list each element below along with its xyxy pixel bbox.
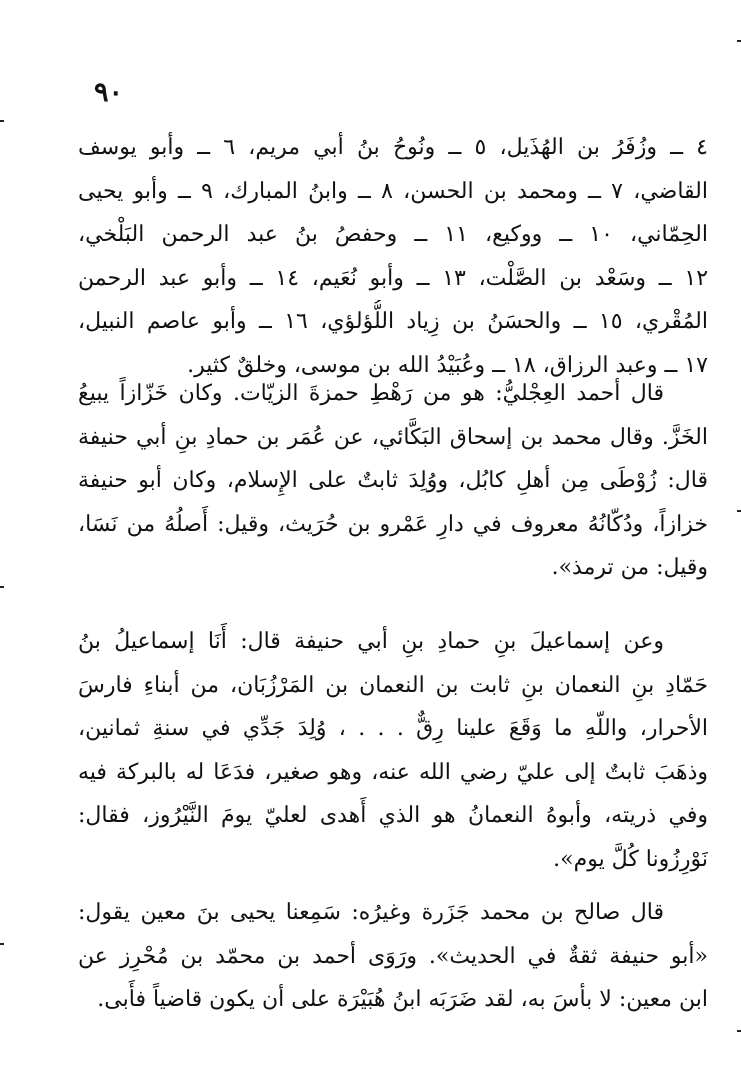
- text-line: نَوْرِزُونا كُلَّ يوم».: [553, 846, 708, 872]
- paragraph-salih-quote: [78, 891, 708, 1022]
- text-line: قال أحمد العِجْليُّ: هو من رَهْطِ حمزةَ الزيّات. وكان خَزّازاً يبيعُ: [78, 381, 664, 406]
- scan-edge-mark: [737, 510, 741, 512]
- text-line: ابن معين: لا بأسَ به، لقد ضَرَبَه ابنُ هُبَيْرَة على أن يكون قاضياً فأَبى.: [97, 987, 708, 1012]
- text-line: قال صالح بن محمد جَزَرة وغيرُه: سَمِعنا يحيى بنَ معين يقول:: [78, 900, 664, 925]
- scan-edge-mark: [0, 586, 4, 588]
- scan-edge-mark: [0, 120, 4, 122]
- paragraph-ismail-quote: [78, 620, 708, 881]
- text-line: ١٧ ــ وعبد الرزاق، ١٨ ــ وعُبَيْدُ الله بن موسى، وخلقٌ كثير.: [187, 352, 708, 378]
- text-line: ٤ ــ وزُفَرُ بن الهُذَيل، ٥ ــ ونُوحُ بنُ أبي مريم، ٦ ــ وأبو يوسف: [78, 135, 708, 160]
- text-line: الحِمّاني، ١٠ ــ ووكيع، ١١ ــ وحفصُ بنُ عبد الرحمن البَلْخي،: [78, 222, 708, 247]
- text-line: وفي ذريته، وأبوهُ النعمانُ هو الذي أَهدى لعليّ يومَ النَّيْرُوز، فقال:: [78, 803, 708, 828]
- text-line: القاضي، ٧ ــ ومحمد بن الحسن، ٨ ــ وابنُ المبارك، ٩ ــ وأبو يحيى: [78, 178, 708, 204]
- text-line: وذهَبَ ثابتٌ إلى عليّ رضي الله عنه، وهو صغير، فدَعَا له بالبركة فيه: [78, 759, 708, 785]
- text-line: المُقْري، ١٥ ــ والحسَنُ بن زِياد اللُّؤلؤي، ١٦ ــ وأبو عاصم النبيل،: [78, 309, 708, 334]
- page-number: ٩٠: [94, 77, 124, 108]
- paragraph-students-list: [78, 126, 708, 387]
- paragraph-ijli-quote: [78, 372, 708, 590]
- text-line: الأحرار، واللّهِ ما وَقَعَ علينا رِقٌّ . . . ، وُلِدَ جَدِّي في سنةِ ثمانين،: [78, 716, 708, 741]
- text-line: وقيل: من ترمذ».: [551, 555, 708, 580]
- scan-edge-mark: [737, 1030, 741, 1032]
- scan-edge-mark: [737, 40, 741, 42]
- scan-edge-mark: [0, 943, 4, 945]
- text-line: ١٢ ــ وسَعْد بن الصَّلْت، ١٣ ــ وأبو نُعَيم، ١٤ ــ وأبو عبد الرحمن: [78, 265, 708, 291]
- text-line: «أبو حنيفة ثقةٌ في الحديث». ورَوَى أحمد بن محمّد بن مُحْرِز عن: [78, 943, 708, 969]
- text-line: قال: زُوْطَى مِن أهلِ كابُل، ووُلِدَ ثابتٌ على الإِسلام، وكان أبو حنيفة: [78, 468, 708, 493]
- text-line: خزازاً، ودُكّانُهُ معروف في دارِ عَمْرو بن حُرَيث، وقيل: أَصلُهُ من نَسَا،: [78, 511, 708, 537]
- text-line: حَمّادِ بنِ النعمان بنِ ثابت بن النعمان بن المَرْزُبَان، من أبناءِ فارسَ: [78, 672, 708, 698]
- text-line: وعن إسماعيلَ بنِ حمادِ بنِ أبي حنيفة قال: أَنَا إسماعيلُ بنُ: [78, 629, 664, 654]
- text-line: الخَزَّ. وقال محمد بن إسحاق البَكَّائي، عن عُمَر بن حمادِ بنِ أبي حنيفة: [78, 424, 708, 450]
